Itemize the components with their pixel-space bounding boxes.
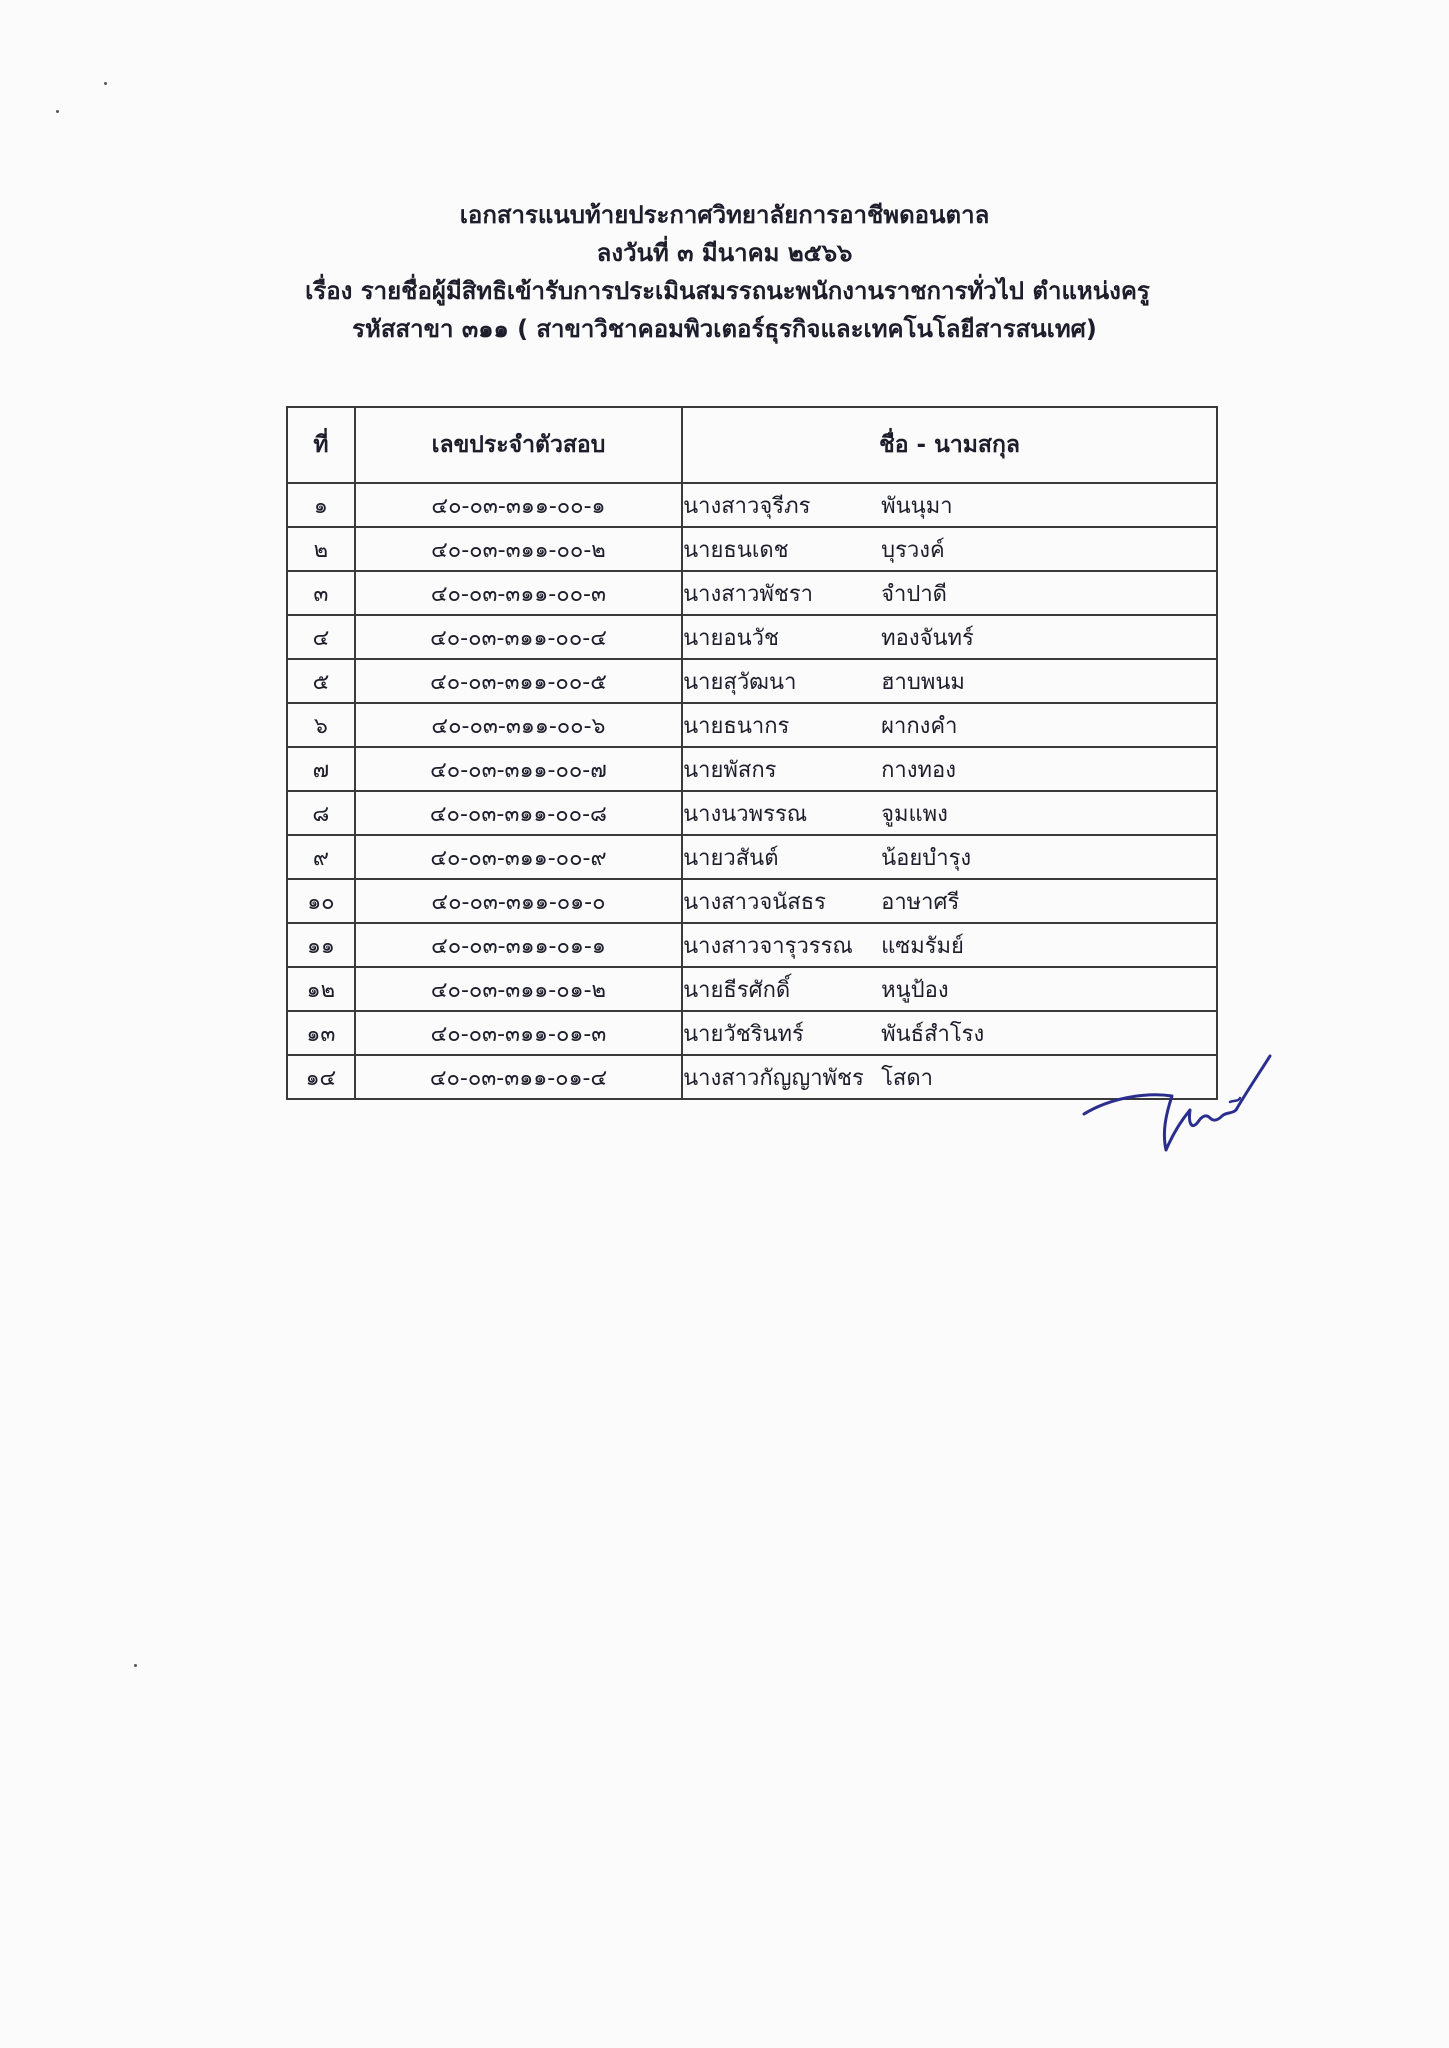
table-row <box>287 571 1217 615</box>
row-number: ๓ <box>287 571 355 615</box>
row-exam-id: ๔๐-๐๓-๓๑๑-๐๑-๐ <box>355 879 682 923</box>
row-exam-id: ๔๐-๐๓-๓๑๑-๐๐-๖ <box>355 703 682 747</box>
header-branch-code: รหัสสาขา ๓๑๑ ( สาขาวิชาคอมพิวเตอร์ธุรกิจและเทคโนโลยีสารสนเทศ) <box>352 315 1097 343</box>
row-exam-id: ๔๐-๐๓-๓๑๑-๐๑-๒ <box>355 967 682 1011</box>
row-number: ๘ <box>287 791 355 835</box>
row-first-name: นายวสันต์ <box>683 845 779 871</box>
table-row <box>287 879 1217 923</box>
column-header-number: ที่ <box>287 407 355 483</box>
row-exam-id: ๔๐-๐๓-๓๑๑-๐๑-๑ <box>355 923 682 967</box>
row-number: ๕ <box>287 659 355 703</box>
paper-speck <box>134 1664 137 1667</box>
row-full-name <box>682 659 1217 703</box>
row-first-name: นางสาวจุรีภร <box>683 493 811 519</box>
row-first-name: นางนวพรรณ <box>683 801 808 827</box>
table-row <box>287 747 1217 791</box>
row-exam-id: ๔๐-๐๓-๓๑๑-๐๐-๘ <box>355 791 682 835</box>
row-first-name: นางสาวจารุวรรณ <box>683 933 853 959</box>
row-number: ๑๓ <box>287 1011 355 1055</box>
row-full-name <box>682 835 1217 879</box>
row-last-name: พันนุมา <box>881 493 953 519</box>
row-last-name: พันธ์สำโรง <box>881 1021 985 1047</box>
table-row <box>287 703 1217 747</box>
row-full-name <box>682 879 1217 923</box>
document-header <box>0 196 1449 348</box>
row-first-name: นายธนากร <box>683 713 790 739</box>
table-header-row <box>287 407 1217 483</box>
row-first-name: นายพัสกร <box>683 757 777 783</box>
table-row <box>287 835 1217 879</box>
row-exam-id: ๔๐-๐๓-๓๑๑-๐๑-๔ <box>355 1055 682 1099</box>
row-full-name <box>682 791 1217 835</box>
header-subject: เรื่อง รายชื่อผู้มีสิทธิเข้ารับการประเมินสมรรถนะพนักงานราชการทั่วไป ตำแหน่งครู <box>305 277 1150 305</box>
row-exam-id: ๔๐-๐๓-๓๑๑-๐๐-๙ <box>355 835 682 879</box>
row-number: ๒ <box>287 527 355 571</box>
table-row <box>287 1055 1217 1099</box>
row-last-name: บุรวงค์ <box>881 537 945 563</box>
row-full-name <box>682 703 1217 747</box>
row-exam-id: ๔๐-๐๓-๓๑๑-๐๐-๒ <box>355 527 682 571</box>
column-header-full-name: ชื่อ - นามสกุล <box>682 407 1217 483</box>
row-last-name: ผากงคำ <box>881 713 958 739</box>
table-row <box>287 615 1217 659</box>
row-first-name: นางสาวจนัสธร <box>683 889 826 915</box>
candidate-table <box>286 406 1218 1100</box>
header-announcement-title: เอกสารแนบท้ายประกาศวิทยาลัยการอาชีพดอนตาล <box>459 201 990 229</box>
table-row <box>287 1011 1217 1055</box>
row-exam-id: ๔๐-๐๓-๓๑๑-๐๑-๓ <box>355 1011 682 1055</box>
row-number: ๑๔ <box>287 1055 355 1099</box>
row-exam-id: ๔๐-๐๓-๓๑๑-๐๐-๗ <box>355 747 682 791</box>
row-full-name <box>682 967 1217 1011</box>
row-last-name: หนูป้อง <box>881 977 949 1003</box>
row-last-name: จำปาดี <box>881 581 947 607</box>
row-first-name: นางสาวพัชรา <box>683 581 813 607</box>
row-exam-id: ๔๐-๐๓-๓๑๑-๐๐-๕ <box>355 659 682 703</box>
row-number: ๑๑ <box>287 923 355 967</box>
row-first-name: นายอนวัช <box>683 625 779 651</box>
row-last-name: โสดา <box>881 1065 933 1091</box>
paper-speck <box>56 110 59 113</box>
row-exam-id: ๔๐-๐๓-๓๑๑-๐๐-๓ <box>355 571 682 615</box>
row-full-name <box>682 1011 1217 1055</box>
row-last-name: น้อยบำรุง <box>881 845 972 871</box>
row-exam-id: ๔๐-๐๓-๓๑๑-๐๐-๔ <box>355 615 682 659</box>
table-row <box>287 791 1217 835</box>
row-first-name: นายธนเดช <box>683 537 789 563</box>
table-row <box>287 659 1217 703</box>
row-full-name <box>682 527 1217 571</box>
table-row <box>287 527 1217 571</box>
row-first-name: นายวัชรินทร์ <box>683 1021 804 1047</box>
row-exam-id: ๔๐-๐๓-๓๑๑-๐๐-๑ <box>355 483 682 527</box>
row-full-name <box>682 571 1217 615</box>
table-body <box>287 483 1217 1099</box>
row-last-name: ทองจันทร์ <box>881 625 974 651</box>
row-last-name: แซมรัมย์ <box>881 933 964 959</box>
row-number: ๔ <box>287 615 355 659</box>
row-number: ๑๐ <box>287 879 355 923</box>
row-last-name: จูมแพง <box>881 801 948 827</box>
table-row <box>287 967 1217 1011</box>
column-header-exam-id: เลขประจำตัวสอบ <box>355 407 682 483</box>
row-last-name: ฮาบพนม <box>881 669 965 695</box>
row-number: ๗ <box>287 747 355 791</box>
row-last-name: อาษาศรี <box>881 889 960 915</box>
row-first-name: นายสุวัฒนา <box>683 669 797 695</box>
row-number: ๖ <box>287 703 355 747</box>
row-number: ๙ <box>287 835 355 879</box>
row-full-name <box>682 747 1217 791</box>
paper-speck <box>104 82 107 85</box>
row-full-name <box>682 923 1217 967</box>
row-full-name <box>682 483 1217 527</box>
row-last-name: กางทอง <box>881 757 956 783</box>
row-first-name: นายธีรศักดิ์ <box>683 977 791 1003</box>
row-number: ๑ <box>287 483 355 527</box>
header-date: ลงวันที่ ๓ มีนาคม ๒๕๖๖ <box>596 239 853 267</box>
table-row <box>287 483 1217 527</box>
row-first-name: นางสาวกัญญาพัชร <box>683 1065 864 1091</box>
row-number: ๑๒ <box>287 967 355 1011</box>
row-full-name <box>682 615 1217 659</box>
signature-mark <box>1080 1052 1280 1162</box>
table-row <box>287 923 1217 967</box>
